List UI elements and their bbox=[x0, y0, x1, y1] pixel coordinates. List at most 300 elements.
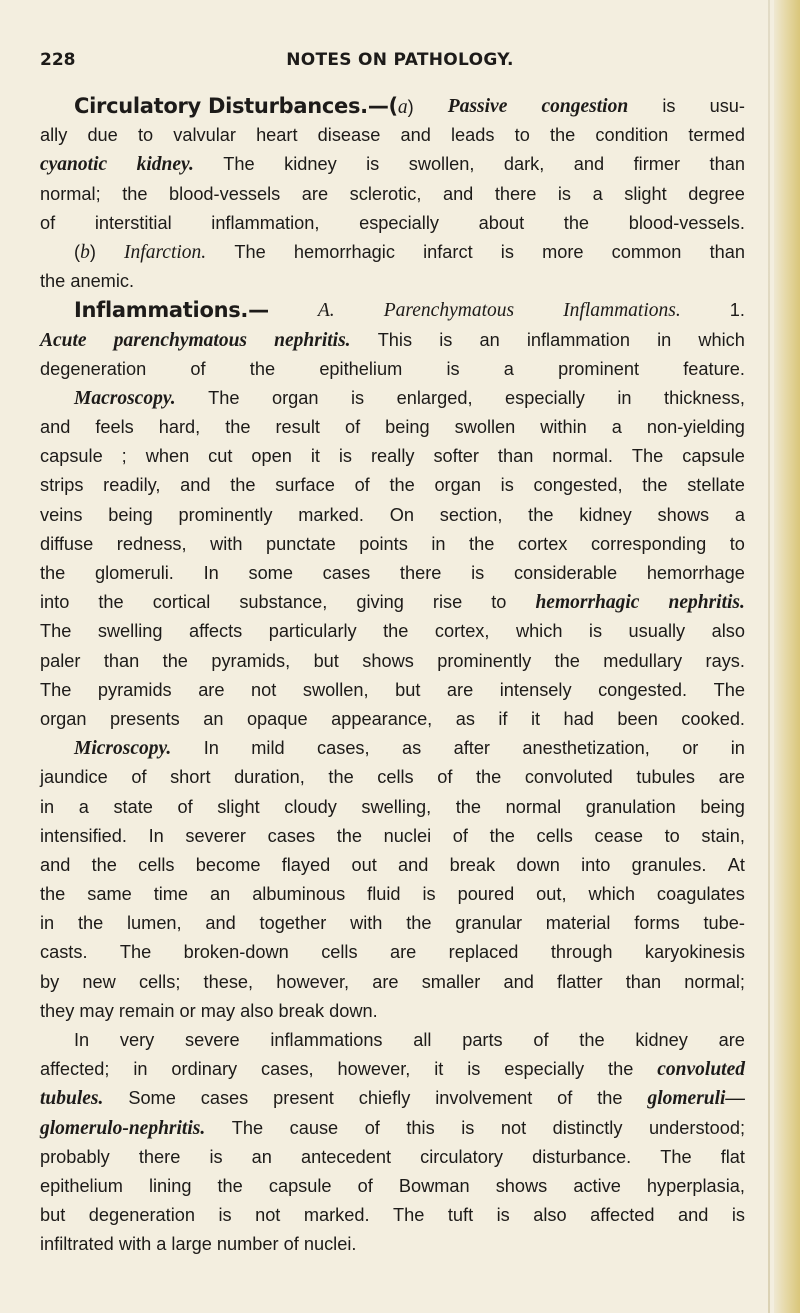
word: albuminous bbox=[252, 884, 346, 905]
word: mild bbox=[251, 738, 285, 759]
word: cells bbox=[138, 854, 175, 875]
word: to bbox=[664, 825, 680, 846]
word: it bbox=[434, 1059, 444, 1080]
text-line bbox=[40, 617, 745, 646]
word: hemorrhagic bbox=[535, 592, 640, 614]
word: Some bbox=[128, 1088, 176, 1109]
word: break bbox=[449, 854, 496, 875]
word: in bbox=[730, 738, 745, 759]
word: in bbox=[431, 533, 446, 554]
word: the bbox=[162, 650, 188, 671]
word-group bbox=[74, 238, 96, 267]
word: diffuse bbox=[40, 533, 94, 554]
text-line bbox=[40, 1026, 745, 1055]
text-line bbox=[40, 150, 745, 179]
word: shows bbox=[495, 1175, 548, 1196]
word: down bbox=[516, 854, 560, 875]
word: flat bbox=[720, 1146, 745, 1167]
text-line bbox=[40, 1114, 745, 1143]
word: within bbox=[540, 417, 587, 438]
text-line bbox=[40, 384, 745, 413]
word: capsule bbox=[268, 1175, 332, 1196]
word: points bbox=[359, 533, 408, 554]
word: congestion bbox=[541, 96, 629, 117]
word: paler bbox=[40, 650, 81, 671]
word: is bbox=[467, 1059, 481, 1080]
word: being bbox=[700, 796, 745, 817]
word: prominently bbox=[178, 504, 273, 525]
text-line bbox=[40, 734, 745, 763]
word: marked. bbox=[303, 1205, 370, 1226]
word: as bbox=[401, 738, 422, 759]
word: understood; bbox=[648, 1117, 745, 1138]
word: through bbox=[550, 942, 613, 963]
word: out, bbox=[536, 884, 567, 905]
word: in bbox=[133, 1059, 148, 1080]
word: is bbox=[731, 1205, 745, 1226]
text-line bbox=[40, 763, 745, 792]
word: together bbox=[259, 913, 327, 934]
word: convoluted bbox=[524, 767, 613, 788]
text-line bbox=[40, 355, 745, 384]
word: which bbox=[515, 621, 563, 642]
word: In bbox=[74, 1030, 90, 1050]
word: an bbox=[479, 329, 500, 350]
word: there bbox=[138, 1146, 181, 1167]
word: tubules bbox=[636, 767, 696, 788]
word: cases bbox=[200, 1088, 249, 1109]
word: some bbox=[248, 563, 293, 583]
word: same bbox=[87, 884, 132, 905]
word: cells bbox=[536, 825, 573, 846]
text-line bbox=[40, 501, 745, 530]
word: condition bbox=[595, 125, 669, 146]
word: of bbox=[437, 767, 453, 788]
word: antecedent bbox=[301, 1146, 392, 1167]
text-line bbox=[40, 1055, 745, 1084]
text-line bbox=[40, 793, 745, 822]
word: cortex bbox=[517, 533, 568, 554]
word: if bbox=[498, 708, 508, 729]
word: feels bbox=[95, 417, 134, 438]
word: b bbox=[80, 241, 90, 263]
text-line bbox=[40, 209, 745, 238]
word: Bowman bbox=[398, 1175, 470, 1196]
word: is bbox=[588, 621, 603, 642]
word: the bbox=[389, 475, 415, 496]
word: convoluted bbox=[657, 1059, 745, 1081]
word: than bbox=[497, 446, 534, 467]
word: inflammations bbox=[270, 1030, 383, 1050]
word: the bbox=[528, 504, 554, 525]
word: severer bbox=[185, 825, 246, 846]
word: of bbox=[190, 358, 206, 379]
word: active bbox=[573, 1175, 621, 1196]
word: parts bbox=[462, 1030, 503, 1050]
word: intensified. bbox=[40, 825, 127, 846]
word: forms bbox=[634, 913, 680, 934]
word: swollen, bbox=[408, 154, 475, 175]
word: however, bbox=[337, 1059, 411, 1080]
word: however, bbox=[276, 971, 350, 992]
word: material bbox=[545, 913, 611, 934]
word: are bbox=[198, 679, 225, 700]
word: and bbox=[400, 125, 431, 146]
word: cells bbox=[377, 767, 414, 788]
word: rise bbox=[432, 592, 463, 613]
word: The bbox=[208, 387, 240, 408]
word: swollen bbox=[454, 417, 516, 438]
word: congested, bbox=[533, 475, 623, 496]
word: about bbox=[478, 212, 525, 233]
word: result bbox=[275, 417, 320, 438]
word: which bbox=[698, 329, 745, 350]
word: ; bbox=[121, 446, 127, 467]
word: non-yielding bbox=[646, 417, 745, 438]
word: or bbox=[682, 738, 699, 759]
word: swelling, bbox=[361, 796, 432, 817]
word: the bbox=[563, 212, 590, 233]
word: The bbox=[231, 1117, 264, 1138]
word: termed bbox=[688, 125, 745, 146]
word: common bbox=[611, 241, 682, 262]
word: cortex, bbox=[434, 621, 490, 642]
word: Infarction. bbox=[124, 241, 207, 263]
word: into bbox=[581, 854, 611, 875]
word: is bbox=[500, 241, 514, 262]
word: when bbox=[145, 446, 190, 467]
word: affected bbox=[590, 1205, 655, 1226]
word: affected; bbox=[40, 1059, 110, 1080]
word: to bbox=[137, 125, 154, 146]
text-line bbox=[40, 267, 745, 296]
page-number: 228 bbox=[40, 50, 76, 70]
word: it bbox=[310, 446, 320, 467]
word: of bbox=[557, 1088, 573, 1109]
word: substance, bbox=[239, 592, 328, 613]
word: is bbox=[446, 358, 460, 379]
word: giving bbox=[356, 592, 404, 613]
word: tuft bbox=[447, 1205, 474, 1226]
word: are bbox=[372, 971, 399, 992]
word: into bbox=[40, 592, 70, 613]
word: especially bbox=[359, 212, 439, 233]
word: been bbox=[617, 708, 658, 729]
word: granulation bbox=[585, 796, 676, 817]
text-line bbox=[40, 559, 745, 588]
word: jaundice bbox=[40, 767, 108, 788]
word: This bbox=[377, 329, 413, 350]
text-line bbox=[40, 822, 745, 851]
word: as bbox=[455, 708, 475, 729]
running-title: NOTES ON PATHOLOGY. bbox=[286, 50, 514, 70]
word: the bbox=[597, 1088, 623, 1109]
word: especially bbox=[504, 1059, 585, 1080]
word: the bbox=[328, 767, 354, 788]
word: but bbox=[395, 679, 421, 700]
word: organ bbox=[434, 475, 481, 496]
word: hyperplasia, bbox=[646, 1175, 745, 1196]
word: hemorrhagic bbox=[293, 241, 395, 262]
word: The bbox=[119, 942, 152, 963]
word: by bbox=[40, 971, 60, 992]
word: with bbox=[210, 533, 243, 554]
word: the bbox=[642, 475, 668, 496]
word: Acute bbox=[40, 329, 87, 351]
word: due bbox=[87, 125, 118, 146]
word: disturbance. bbox=[532, 1146, 632, 1167]
word: veins bbox=[40, 504, 83, 525]
word: nephritis. bbox=[274, 329, 351, 351]
word: leads bbox=[451, 125, 495, 146]
word: At bbox=[727, 854, 745, 875]
text-line bbox=[40, 1172, 745, 1201]
word: is bbox=[351, 387, 365, 408]
word: a bbox=[78, 796, 89, 817]
word: a bbox=[611, 417, 622, 438]
word: with bbox=[350, 913, 383, 934]
word: tubules. bbox=[40, 1088, 104, 1110]
text-line bbox=[40, 968, 745, 997]
word: open bbox=[251, 446, 292, 467]
text-line bbox=[40, 1143, 745, 1172]
word: a bbox=[734, 504, 745, 525]
word: the bbox=[549, 125, 576, 146]
word: the bbox=[475, 767, 502, 788]
word: sclerotic, bbox=[349, 183, 422, 204]
word: not bbox=[500, 1117, 527, 1138]
word: affects bbox=[188, 621, 243, 642]
word: the bbox=[469, 533, 495, 554]
text-line bbox=[40, 997, 745, 1026]
word: the bbox=[489, 825, 515, 846]
word: The bbox=[40, 679, 72, 700]
word: normal. bbox=[552, 446, 613, 467]
word: glomeruli. bbox=[95, 563, 174, 583]
word: chiefly bbox=[358, 1088, 411, 1109]
word: cases bbox=[267, 825, 316, 846]
word: of bbox=[452, 825, 468, 846]
word: of bbox=[357, 1175, 373, 1196]
word: lining bbox=[148, 1175, 192, 1196]
word: slight bbox=[217, 796, 260, 817]
word: really bbox=[371, 446, 415, 467]
word: had bbox=[563, 708, 594, 729]
text-line bbox=[40, 705, 745, 734]
word: nephritis. bbox=[668, 592, 745, 614]
word: of bbox=[364, 1117, 380, 1138]
text-line bbox=[40, 1230, 745, 1259]
word: infarct bbox=[423, 241, 473, 262]
word: new bbox=[82, 971, 116, 992]
word: also bbox=[533, 1205, 567, 1226]
word: a bbox=[503, 358, 514, 379]
word: of bbox=[533, 1030, 549, 1050]
word: On bbox=[389, 504, 414, 525]
word: is bbox=[218, 1205, 232, 1226]
word: The bbox=[631, 446, 664, 467]
word: stellate bbox=[687, 475, 745, 496]
word: an bbox=[203, 708, 224, 729]
word: infiltrated with a large number of nuclei. bbox=[40, 1234, 357, 1255]
word: swelling bbox=[97, 621, 163, 642]
text-line bbox=[40, 238, 745, 267]
word: degree bbox=[688, 183, 745, 204]
word: The bbox=[234, 241, 266, 262]
word: and bbox=[398, 854, 429, 875]
word: redness, bbox=[116, 533, 187, 554]
word: in bbox=[40, 913, 55, 934]
word: is bbox=[439, 329, 453, 350]
word: present bbox=[273, 1088, 334, 1109]
word: usually bbox=[628, 621, 686, 642]
word: epithelium bbox=[319, 358, 403, 379]
word: In bbox=[203, 738, 219, 759]
text-line bbox=[40, 647, 745, 676]
text-line bbox=[40, 909, 745, 938]
word: normal; bbox=[684, 971, 745, 992]
word: not bbox=[251, 679, 277, 700]
word: Inflammations. bbox=[563, 300, 681, 322]
word: inflammation bbox=[526, 329, 630, 350]
text-line bbox=[40, 413, 745, 442]
word: cooked. bbox=[681, 708, 745, 729]
word: the bbox=[77, 913, 104, 934]
word: appearance, bbox=[331, 708, 433, 729]
word: kidney bbox=[635, 1030, 688, 1050]
word: corresponding bbox=[590, 533, 707, 554]
word: not bbox=[255, 1205, 281, 1226]
word: an bbox=[210, 884, 231, 905]
word: and bbox=[40, 854, 71, 875]
word: coagulates bbox=[656, 884, 745, 905]
word: The bbox=[393, 1205, 425, 1226]
word: the bbox=[406, 913, 432, 934]
word: is bbox=[471, 563, 485, 583]
word: pyramids bbox=[97, 679, 172, 700]
word: opaque bbox=[246, 708, 308, 729]
word: blood-vessels bbox=[169, 183, 281, 204]
word: enlarged, bbox=[396, 387, 473, 408]
word: Inflammations.— bbox=[74, 298, 269, 323]
word: the bbox=[554, 650, 580, 671]
word: thickness, bbox=[664, 387, 745, 408]
word: medullary bbox=[603, 650, 683, 671]
word: Microscopy. bbox=[74, 738, 172, 760]
word: casts. bbox=[40, 942, 88, 963]
word: kidney. bbox=[136, 154, 194, 176]
word: an bbox=[251, 1146, 272, 1167]
word: degeneration bbox=[40, 358, 147, 379]
word: of bbox=[177, 796, 193, 817]
word: the bbox=[249, 358, 276, 379]
word: of bbox=[354, 475, 370, 496]
word: dark, bbox=[503, 154, 545, 175]
word: granular bbox=[455, 913, 522, 934]
word: are bbox=[718, 1030, 745, 1050]
word: there bbox=[399, 563, 442, 583]
word: the bbox=[225, 417, 251, 438]
text-line bbox=[40, 851, 745, 880]
word: there bbox=[494, 183, 537, 204]
word: parenchymatous bbox=[113, 329, 247, 351]
word: this bbox=[406, 1117, 435, 1138]
word: being bbox=[385, 417, 430, 438]
word: the anemic. bbox=[40, 271, 135, 292]
word: in bbox=[40, 796, 55, 817]
word: cause bbox=[289, 1117, 339, 1138]
word: The bbox=[660, 1146, 692, 1167]
word: these, bbox=[203, 971, 254, 992]
word: is bbox=[366, 154, 380, 175]
word: is bbox=[500, 475, 514, 496]
word: and bbox=[180, 475, 211, 496]
word: and bbox=[442, 183, 474, 204]
word: more bbox=[542, 241, 584, 262]
word: in bbox=[657, 329, 672, 350]
word: ordinary bbox=[171, 1059, 238, 1080]
text-line bbox=[40, 1084, 745, 1113]
word: punctate bbox=[265, 533, 336, 554]
word: considerable bbox=[513, 563, 618, 583]
word: the bbox=[336, 825, 363, 846]
word: to bbox=[514, 125, 530, 146]
word: is bbox=[461, 1117, 475, 1138]
word: of bbox=[131, 767, 147, 788]
text-line bbox=[40, 180, 745, 209]
word: circulatory bbox=[420, 1146, 503, 1167]
word: swollen, bbox=[302, 679, 369, 700]
word: ) bbox=[89, 241, 96, 262]
word: the bbox=[40, 563, 66, 583]
word: epithelium bbox=[40, 1175, 123, 1196]
word: presents bbox=[110, 708, 180, 729]
word: the bbox=[217, 1175, 243, 1196]
word: tube- bbox=[703, 913, 745, 934]
word: and bbox=[205, 913, 236, 934]
word: are bbox=[301, 183, 329, 204]
word: Passive bbox=[447, 96, 508, 117]
word: the bbox=[122, 183, 148, 204]
word: the bbox=[608, 1059, 634, 1080]
word: feature. bbox=[683, 358, 745, 379]
word: cease bbox=[594, 825, 644, 846]
word: is bbox=[557, 183, 572, 204]
word: replaced bbox=[448, 942, 519, 963]
word: cells; bbox=[138, 971, 181, 992]
word: the bbox=[98, 592, 124, 613]
text-line bbox=[40, 530, 745, 559]
word: firmer bbox=[633, 154, 681, 175]
word: severe bbox=[185, 1030, 240, 1050]
word: being bbox=[108, 504, 153, 525]
word: of bbox=[344, 417, 361, 438]
page-gutter-shadow bbox=[768, 0, 770, 1313]
word: they may remain or may also break down. bbox=[40, 1000, 378, 1021]
word: blood-vessels. bbox=[628, 212, 745, 233]
word: smaller bbox=[421, 971, 481, 992]
word-group bbox=[74, 92, 414, 121]
text-line bbox=[40, 442, 745, 471]
word: become bbox=[195, 854, 261, 875]
word: the bbox=[40, 884, 66, 905]
word: are bbox=[718, 767, 745, 788]
word: cortical bbox=[152, 592, 211, 613]
word: A. bbox=[317, 300, 335, 322]
word: short bbox=[170, 767, 211, 788]
word: organ bbox=[271, 387, 319, 408]
word: normal; bbox=[40, 183, 101, 204]
